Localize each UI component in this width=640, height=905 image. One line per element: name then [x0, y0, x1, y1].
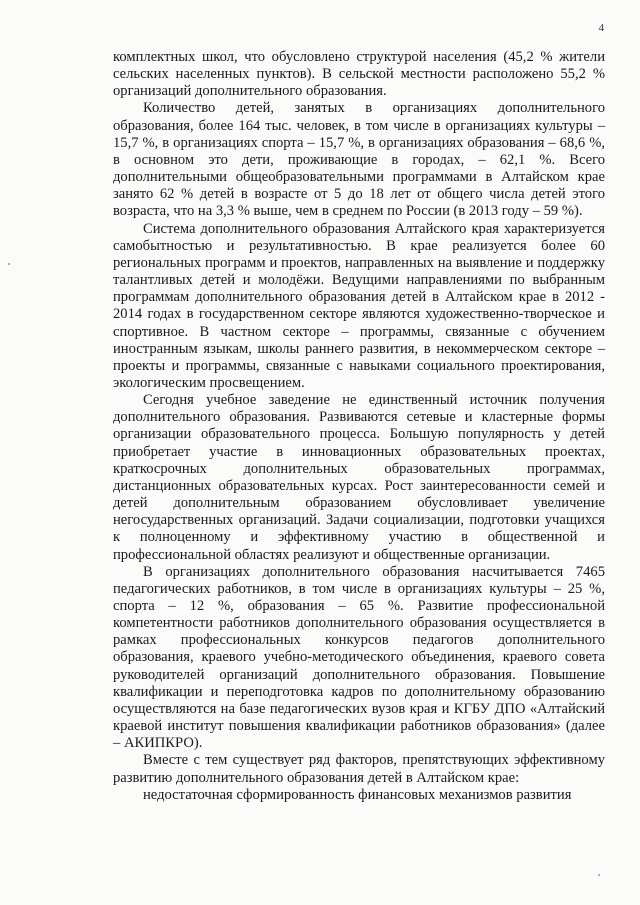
page-number: 4: [598, 22, 604, 34]
paragraph-factors: Вместе с тем существует ряд факторов, препятствующих эффективному развитию дополнительного образования детей в Алтайском крае:: [113, 752, 605, 786]
paragraph-children-count: Количество детей, занятых в организациях дополнительного образования, более 164 тыс. человек, в том числе в организациях культуры – 15,7 %, в организациях спорта – 15,7 %, в организациях образования – 68,6 %, в основном это дети, проживающие в городах, – 62,1 %. Всего дополнительными общеобразовательными программами в Алтайском крае занято 62 % детей в возрасте от 5 до 18 лет от общего числа детей этого возраста, что на 3,3 % выше, чем в среднем по России (в 2013 году – 59 %).: [113, 100, 605, 220]
paragraph-system: Система дополнительного образования Алтайского края характеризуется самобытностью и результативностью. В крае реализуется более 60 региональных программ и проектов, направленных на выявление и поддержку талантливых детей и молодёжи. Ведущими направлениями по выбранным программам дополнительного образования детей в Алтайском крае в 2012 - 2014 годах в государственном секторе являются художественно-творческое и спортивное. В частном секторе – программы, связанные с обучением иностранным языкам, школы раннего развития, в некоммерческом секторе – проекты и программы, связанные с навыками социального проектирования, экологическим просвещением.: [113, 220, 605, 391]
scan-speck: [598, 874, 600, 876]
paragraph-continuation: комплектных школ, что обусловлено структурой населения (45,2 % жители сельских населенных пунктов). В сельской местности расположено 55,2 % организаций дополнительного образования.: [113, 49, 605, 100]
scan-speck: [8, 263, 10, 265]
paragraph-staff: В организациях дополнительного образования насчитывается 7465 педагогических работников, в том числе в организациях культуры – 25 %, спорта – 12 %, образования – 65 %. Развитие профессиональной компетентности работников дополнительного образования осуществляется в рамках профессиональных конкурсов педагогов дополнительного образования, краевого учебно-методического объединения, краевого совета руководителей организаций дополнительного образования. Повышение квалификации и переподготовка кадров по дополнительному образованию осуществляются на базе педагогических вузов края и КГБУ ДПО «Алтайский краевой институт повышения квалификации работников образования» (далее – АКИПКРО).: [113, 563, 605, 752]
body-text: [113, 49, 605, 804]
paragraph-list-item: недостаточная сформированность финансовых механизмов развития: [143, 786, 572, 803]
paragraph-today: Сегодня учебное заведение не единственный источник получения дополнительного образования. Развиваются сетевые и кластерные формы организации образовательного процесса. Большую популярность у детей приобретает участие в инновационных образовательных проектах, краткосрочных дополнительных образовательных программах, дистанционных образовательных курсах. Рост заинтересованности семей и детей дополнительным образованием обусловливает увеличение негосударственных организаций. Задачи социализации, подготовки учащихся к полноценному и эффективному участию в общественной и профессиональной областях реализуют и общественные организации.: [113, 392, 605, 563]
